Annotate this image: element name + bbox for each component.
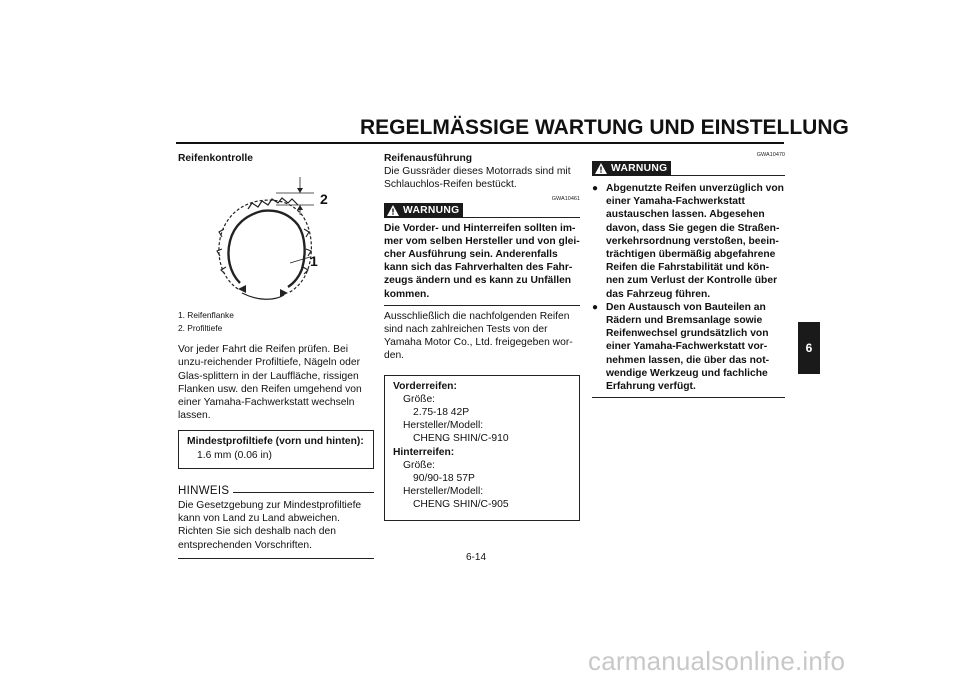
rear-maker-label: Hersteller/Modell: xyxy=(403,486,484,498)
approved-tires-paragraph: Ausschließlich die nachfolgenden Reifen sind nach zahlreichen Tests von der Yamaha Motor Co., Ltd. freigegeben wor-den. xyxy=(384,310,573,362)
section-heading-tire-type: Reifenausführung xyxy=(384,153,473,164)
rear-tire-label: Hinterreifen: xyxy=(393,446,455,458)
rear-size-value: 90/90-18 57P xyxy=(413,473,475,485)
callout-1: 1 xyxy=(310,253,318,270)
note-label: HINWEIS xyxy=(178,484,230,497)
warning-bullets xyxy=(592,182,785,393)
spec-value: 1.6 mm (0.06 in) xyxy=(197,449,272,461)
column-warning xyxy=(592,152,785,398)
list-item: ● Abgenutzte Reifen unverzüglich von einer Yamaha-Fachwerkstatt austauschen lassen. Abgesehen davon, dass Sie gegen die Straßen-verkehrsordnung verstoßen, beein-trächtigen übermäßig abgefahrene Reifen die Fahrstabilität und kön-nen zum Verlust der Kontrolle über das Fahrzeug führen. xyxy=(592,183,784,300)
warning-triangle-icon xyxy=(387,205,399,216)
warning-triangle-icon xyxy=(595,163,607,174)
rear-maker-value: CHENG SHIN/C-905 xyxy=(413,499,509,511)
column-tire-check xyxy=(178,152,374,559)
bullet-icon: ● xyxy=(592,301,599,313)
spec-label: Mindestprofiltiefe (vorn und hinten): xyxy=(187,436,364,448)
warning-heading xyxy=(384,203,580,218)
warning-end-rule-2 xyxy=(592,397,785,398)
column-tire-type xyxy=(384,152,580,521)
front-tire-label: Vorderreifen: xyxy=(393,380,457,392)
front-maker-value: CHENG SHIN/C-910 xyxy=(413,433,509,445)
warning-badge-2: WARNUNG xyxy=(592,161,671,176)
note-heading xyxy=(178,485,374,498)
page-title: REGELMÄSSIGE WARTUNG UND EINSTELLUNG xyxy=(360,116,849,139)
warning-heading-2 xyxy=(592,161,785,176)
front-size-value: 2.75-18 42P xyxy=(413,407,470,419)
title-rule xyxy=(176,142,784,144)
watermark: carmanualsonline.info xyxy=(588,646,846,676)
warning-end-rule xyxy=(384,305,580,306)
front-maker-label: Hersteller/Modell: xyxy=(403,420,484,432)
tire-cross-section-icon xyxy=(178,171,374,307)
legend-item-sidewall: 1. Reifenflanke xyxy=(178,310,234,321)
tire-check-paragraph: Vor jeder Fahrt die Reifen prüfen. Bei unzu-reichender Profiltiefe, Nägeln oder Glas-splittern in der Lauffläche, rissigen Flanken usw. den Reifen umgehend von einer Yamaha-Fachwerkstatt wechseln lassen. xyxy=(178,344,362,422)
warning-badge: WARNUNG xyxy=(384,203,463,218)
note-end-rule xyxy=(178,558,374,559)
section-heading-tire-check: Reifenkontrolle xyxy=(178,153,253,164)
note-text: Die Gesetzgebung zur Mindestprofiltiefe kann von Land zu Land abweichen. Richten Sie sich deshalb nach den entsprechenden Vorschriften. xyxy=(178,500,362,551)
tire-spec-box xyxy=(384,375,580,521)
figure-legend xyxy=(178,309,374,335)
rear-size-label: Größe: xyxy=(403,459,436,471)
legend-item-tread-depth: 2. Profiltiefe xyxy=(178,323,223,334)
callout-2: 2 xyxy=(320,191,328,208)
warning-code-2: GWA10470 xyxy=(756,152,785,158)
warning-text: Die Vorder- und Hinterreifen sollten im-mer vom selben Hersteller und von glei-cher Ausführung sein. Anderenfalls kann sich das Fahrverhalten des Fahr-zeugs ändern und es kann zu Unfällen kommen. xyxy=(384,222,580,300)
warning-code: GWA10461 xyxy=(551,195,580,202)
tire-diagram xyxy=(178,171,374,307)
bullet-icon: ● xyxy=(592,183,599,194)
page-number: 6-14 xyxy=(466,552,487,563)
min-tread-depth-spec xyxy=(178,430,374,468)
tire-type-intro: Die Gussräder dieses Motorrads sind mit Schlauchlos-Reifen bestückt. xyxy=(384,166,571,191)
chapter-tab: 6 xyxy=(798,322,820,374)
list-item: ● Den Austausch von Bauteilen an Rädern und Bremsanlage sowie Reifenwechsel grundsätzlich von einer Yamaha-Fachwerkstatt vor-nehmen lassen, die über das not-wendige Werkzeug und fachliche Erfahrung verfügt. xyxy=(592,301,770,393)
front-size-label: Größe: xyxy=(403,393,436,405)
